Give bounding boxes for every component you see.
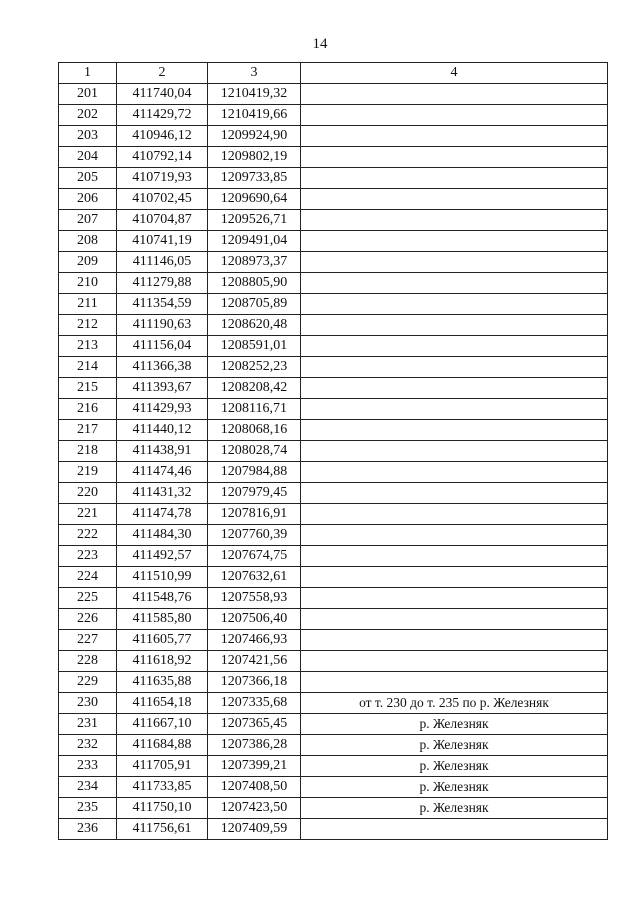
- point-number-cell: 231: [59, 714, 117, 735]
- y-coordinate-cell: 1208705,89: [208, 294, 301, 315]
- y-coordinate-cell: 1208068,16: [208, 420, 301, 441]
- x-coordinate-cell: 411474,78: [117, 504, 208, 525]
- description-cell: [301, 630, 608, 651]
- table-row: [59, 420, 608, 441]
- point-number-cell: 227: [59, 630, 117, 651]
- x-coordinate-cell: 411156,04: [117, 336, 208, 357]
- description-cell: [301, 231, 608, 252]
- x-coordinate-cell: 411605,77: [117, 630, 208, 651]
- table-row: [59, 630, 608, 651]
- table-row: [59, 798, 608, 819]
- description-cell: [301, 483, 608, 504]
- description-cell: [301, 84, 608, 105]
- point-number-cell: 206: [59, 189, 117, 210]
- table-row: [59, 273, 608, 294]
- description-cell: [301, 525, 608, 546]
- y-coordinate-cell: 1207466,93: [208, 630, 301, 651]
- y-coordinate-cell: 1207816,91: [208, 504, 301, 525]
- point-number-cell: 204: [59, 147, 117, 168]
- description-cell: р. Железняк: [301, 777, 608, 798]
- y-coordinate-cell: 1207984,88: [208, 462, 301, 483]
- description-cell: [301, 336, 608, 357]
- y-coordinate-cell: 1207632,61: [208, 567, 301, 588]
- y-coordinate-cell: 1207399,21: [208, 756, 301, 777]
- description-cell: р. Железняк: [301, 714, 608, 735]
- page-number: 14: [312, 36, 328, 52]
- y-coordinate-cell: 1208805,90: [208, 273, 301, 294]
- x-coordinate-cell: 411438,91: [117, 441, 208, 462]
- table-row: [59, 210, 608, 231]
- description-cell: [301, 546, 608, 567]
- point-number-cell: 212: [59, 315, 117, 336]
- table-row: [59, 252, 608, 273]
- point-number-cell: 230: [59, 693, 117, 714]
- y-coordinate-cell: 1210419,32: [208, 84, 301, 105]
- table-row: [59, 651, 608, 672]
- x-coordinate-cell: 411733,85: [117, 777, 208, 798]
- x-coordinate-cell: 411510,99: [117, 567, 208, 588]
- x-coordinate-cell: 411474,46: [117, 462, 208, 483]
- point-number-cell: 222: [59, 525, 117, 546]
- y-coordinate-cell: 1207365,45: [208, 714, 301, 735]
- point-number-cell: 201: [59, 84, 117, 105]
- point-number-cell: 207: [59, 210, 117, 231]
- description-cell: [301, 189, 608, 210]
- y-coordinate-cell: 1208252,23: [208, 357, 301, 378]
- description-cell: [301, 315, 608, 336]
- table-row: [59, 189, 608, 210]
- table-row: [59, 567, 608, 588]
- point-number-cell: 233: [59, 756, 117, 777]
- point-number-cell: 234: [59, 777, 117, 798]
- table-row: [59, 546, 608, 567]
- y-coordinate-cell: 1207674,75: [208, 546, 301, 567]
- y-coordinate-cell: 1210419,66: [208, 105, 301, 126]
- table-row: [59, 483, 608, 504]
- table-row: [59, 147, 608, 168]
- y-coordinate-cell: 1207366,18: [208, 672, 301, 693]
- y-coordinate-cell: 1209924,90: [208, 126, 301, 147]
- point-number-cell: 221: [59, 504, 117, 525]
- description-cell: [301, 294, 608, 315]
- column-header-y: 3: [208, 63, 301, 84]
- x-coordinate-cell: 411684,88: [117, 735, 208, 756]
- point-number-cell: 232: [59, 735, 117, 756]
- point-number-cell: 229: [59, 672, 117, 693]
- table-row: [59, 168, 608, 189]
- point-number-cell: 226: [59, 609, 117, 630]
- table-row: [59, 399, 608, 420]
- table-header-row: [59, 63, 608, 84]
- x-coordinate-cell: 410704,87: [117, 210, 208, 231]
- x-coordinate-cell: 411618,92: [117, 651, 208, 672]
- description-cell: [301, 378, 608, 399]
- x-coordinate-cell: 411190,63: [117, 315, 208, 336]
- x-coordinate-cell: 410792,14: [117, 147, 208, 168]
- x-coordinate-cell: 411667,10: [117, 714, 208, 735]
- table-row: [59, 84, 608, 105]
- table-row: [59, 735, 608, 756]
- y-coordinate-cell: 1209491,04: [208, 231, 301, 252]
- table-row: [59, 714, 608, 735]
- x-coordinate-cell: 411492,57: [117, 546, 208, 567]
- x-coordinate-cell: 411548,76: [117, 588, 208, 609]
- description-cell: [301, 588, 608, 609]
- column-header-description: 4: [301, 63, 608, 84]
- y-coordinate-cell: 1209802,19: [208, 147, 301, 168]
- point-number-cell: 218: [59, 441, 117, 462]
- point-number-cell: 225: [59, 588, 117, 609]
- description-cell: [301, 168, 608, 189]
- description-cell: [301, 672, 608, 693]
- x-coordinate-cell: 411429,93: [117, 399, 208, 420]
- point-number-cell: 202: [59, 105, 117, 126]
- point-number-cell: 223: [59, 546, 117, 567]
- point-number-cell: 214: [59, 357, 117, 378]
- y-coordinate-cell: 1208116,71: [208, 399, 301, 420]
- coordinates-table: [58, 62, 608, 840]
- table-row: [59, 672, 608, 693]
- y-coordinate-cell: 1207423,50: [208, 798, 301, 819]
- y-coordinate-cell: 1208208,42: [208, 378, 301, 399]
- x-coordinate-cell: 411146,05: [117, 252, 208, 273]
- x-coordinate-cell: 411635,88: [117, 672, 208, 693]
- x-coordinate-cell: 410719,93: [117, 168, 208, 189]
- description-cell: [301, 420, 608, 441]
- y-coordinate-cell: 1207760,39: [208, 525, 301, 546]
- description-cell: [301, 609, 608, 630]
- x-coordinate-cell: 411366,38: [117, 357, 208, 378]
- description-cell: р. Железняк: [301, 756, 608, 777]
- description-cell: [301, 399, 608, 420]
- table-row: [59, 378, 608, 399]
- table-row: [59, 315, 608, 336]
- table-body: [59, 84, 608, 840]
- table-row: [59, 819, 608, 840]
- description-cell: [301, 210, 608, 231]
- table-row: [59, 777, 608, 798]
- table-row: [59, 504, 608, 525]
- y-coordinate-cell: 1207979,45: [208, 483, 301, 504]
- table-row: [59, 756, 608, 777]
- point-number-cell: 210: [59, 273, 117, 294]
- point-number-cell: 216: [59, 399, 117, 420]
- point-number-cell: 220: [59, 483, 117, 504]
- table-row: [59, 462, 608, 483]
- x-coordinate-cell: 411440,12: [117, 420, 208, 441]
- point-number-cell: 224: [59, 567, 117, 588]
- table-row: [59, 231, 608, 252]
- x-coordinate-cell: 411750,10: [117, 798, 208, 819]
- point-number-cell: 217: [59, 420, 117, 441]
- description-cell: [301, 819, 608, 840]
- x-coordinate-cell: 411484,30: [117, 525, 208, 546]
- y-coordinate-cell: 1207335,68: [208, 693, 301, 714]
- x-coordinate-cell: 411705,91: [117, 756, 208, 777]
- description-cell: р. Железняк: [301, 735, 608, 756]
- table-row: [59, 441, 608, 462]
- y-coordinate-cell: 1208591,01: [208, 336, 301, 357]
- point-number-cell: 235: [59, 798, 117, 819]
- y-coordinate-cell: 1208028,74: [208, 441, 301, 462]
- y-coordinate-cell: 1207386,28: [208, 735, 301, 756]
- y-coordinate-cell: 1207408,50: [208, 777, 301, 798]
- description-cell: [301, 273, 608, 294]
- column-header-number: 1: [59, 63, 117, 84]
- point-number-cell: 236: [59, 819, 117, 840]
- point-number-cell: 205: [59, 168, 117, 189]
- description-cell: [301, 147, 608, 168]
- point-number-cell: 211: [59, 294, 117, 315]
- table-row: [59, 105, 608, 126]
- x-coordinate-cell: 411431,32: [117, 483, 208, 504]
- point-number-cell: 219: [59, 462, 117, 483]
- point-number-cell: 209: [59, 252, 117, 273]
- y-coordinate-cell: 1209690,64: [208, 189, 301, 210]
- description-cell: [301, 252, 608, 273]
- point-number-cell: 213: [59, 336, 117, 357]
- y-coordinate-cell: 1207558,93: [208, 588, 301, 609]
- table-row: [59, 357, 608, 378]
- description-cell: [301, 105, 608, 126]
- point-number-cell: 215: [59, 378, 117, 399]
- description-cell: [301, 651, 608, 672]
- description-cell: [301, 462, 608, 483]
- y-coordinate-cell: 1209733,85: [208, 168, 301, 189]
- table-row: [59, 588, 608, 609]
- x-coordinate-cell: 411585,80: [117, 609, 208, 630]
- y-coordinate-cell: 1207409,59: [208, 819, 301, 840]
- y-coordinate-cell: 1207506,40: [208, 609, 301, 630]
- table-row: [59, 294, 608, 315]
- x-coordinate-cell: 410946,12: [117, 126, 208, 147]
- column-header-x: 2: [117, 63, 208, 84]
- table-row: [59, 525, 608, 546]
- y-coordinate-cell: 1207421,56: [208, 651, 301, 672]
- table-row: [59, 126, 608, 147]
- x-coordinate-cell: 411354,59: [117, 294, 208, 315]
- y-coordinate-cell: 1208620,48: [208, 315, 301, 336]
- x-coordinate-cell: 410702,45: [117, 189, 208, 210]
- x-coordinate-cell: 411393,67: [117, 378, 208, 399]
- point-number-cell: 203: [59, 126, 117, 147]
- description-cell: [301, 357, 608, 378]
- description-cell: р. Железняк: [301, 798, 608, 819]
- table-row: [59, 693, 608, 714]
- description-cell: [301, 126, 608, 147]
- description-cell: [301, 567, 608, 588]
- x-coordinate-cell: 410741,19: [117, 231, 208, 252]
- description-cell: [301, 441, 608, 462]
- point-number-cell: 208: [59, 231, 117, 252]
- table-row: [59, 609, 608, 630]
- y-coordinate-cell: 1209526,71: [208, 210, 301, 231]
- point-number-cell: 228: [59, 651, 117, 672]
- x-coordinate-cell: 411740,04: [117, 84, 208, 105]
- x-coordinate-cell: 411654,18: [117, 693, 208, 714]
- x-coordinate-cell: 411279,88: [117, 273, 208, 294]
- description-cell: [301, 504, 608, 525]
- y-coordinate-cell: 1208973,37: [208, 252, 301, 273]
- x-coordinate-cell: 411756,61: [117, 819, 208, 840]
- description-cell: от т. 230 до т. 235 по р. Железняк: [301, 693, 608, 714]
- x-coordinate-cell: 411429,72: [117, 105, 208, 126]
- table-row: [59, 336, 608, 357]
